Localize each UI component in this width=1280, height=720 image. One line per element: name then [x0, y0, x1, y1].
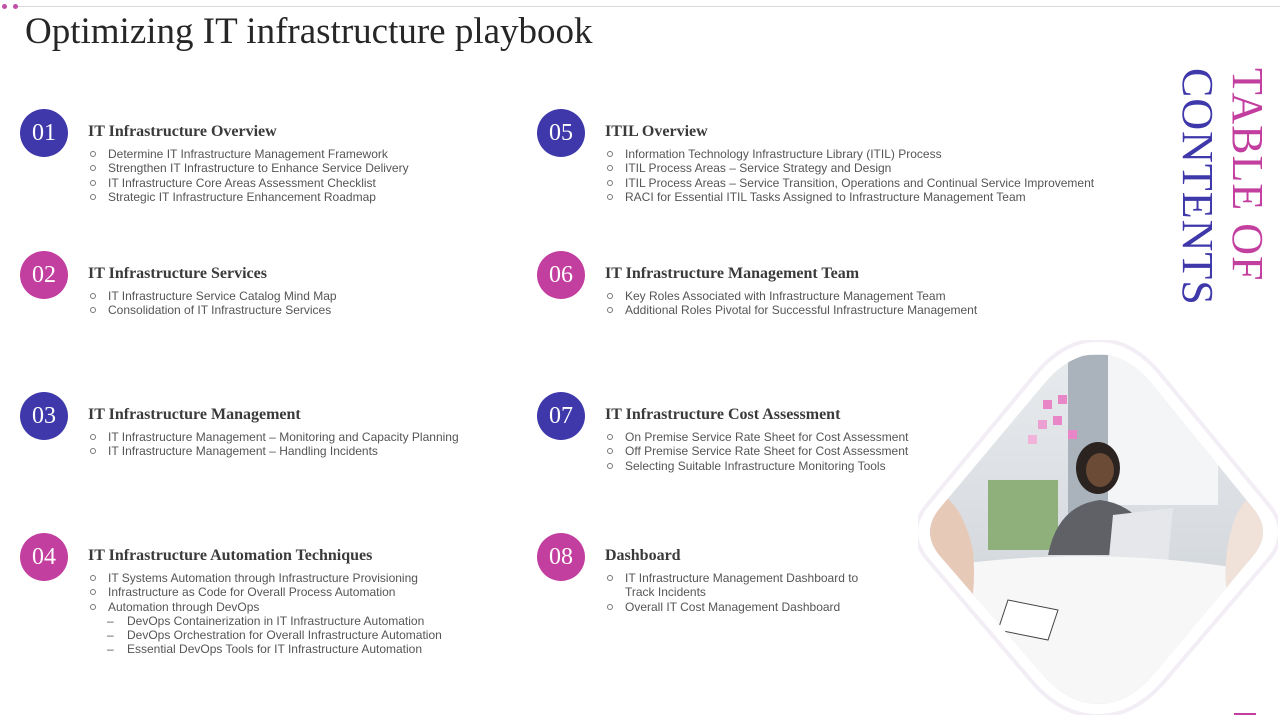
top-dot [13, 4, 18, 9]
section-title: IT Infrastructure Overview [88, 123, 277, 140]
section-title: IT Infrastructure Automation Techniques [88, 547, 373, 564]
list-item: On Premise Service Rate Sheet for Cost Assessment [606, 430, 908, 444]
list-item: ITIL Process Areas – Service Strategy and Design [606, 161, 1094, 175]
list-item: Determine IT Infrastructure Management Framework [89, 147, 409, 161]
list-item: ITIL Process Areas – Service Transition, Operations and Continual Service Improvement [606, 176, 1094, 190]
list-item: Track Incidents [625, 585, 706, 600]
list-item: IT Infrastructure Core Areas Assessment Checklist [89, 176, 409, 190]
list-item: IT Infrastructure Management Dashboard to [606, 571, 858, 585]
section-item-list [606, 430, 908, 473]
section-number-badge: 06 [537, 251, 585, 299]
section-item-list [606, 147, 1094, 204]
list-item: Selecting Suitable Infrastructure Monitoring Tools [606, 459, 908, 473]
list-item: IT Infrastructure Management – Handling Incidents [89, 444, 459, 458]
list-item: Automation through DevOps [89, 600, 442, 614]
section-title: ITIL Overview [605, 123, 708, 140]
section-item-list [89, 430, 459, 459]
section-title: IT Infrastructure Cost Assessment [605, 406, 841, 423]
list-item: IT Infrastructure Management – Monitoring and Capacity Planning [89, 430, 459, 444]
section-title: IT Infrastructure Management Team [605, 265, 860, 282]
section-number-badge: 04 [20, 533, 68, 581]
section-number-badge: 02 [20, 251, 68, 299]
section-item-list [606, 571, 858, 614]
list-item: Off Premise Service Rate Sheet for Cost Assessment [606, 444, 908, 458]
page-title: Optimizing IT infrastructure playbook [25, 11, 593, 52]
sub-list-item: – Essential DevOps Tools for IT Infrastructure Automation [89, 642, 442, 656]
list-item: Additional Roles Pivotal for Successful Infrastructure Management [606, 303, 977, 317]
section-title: IT Infrastructure Services [88, 265, 267, 282]
list-item: Consolidation of IT Infrastructure Services [89, 303, 337, 317]
list-item: IT Infrastructure Service Catalog Mind Map [89, 289, 337, 303]
section-item-list [89, 147, 409, 204]
table-of-contents-label [1172, 68, 1272, 306]
toc-label-part1: TABLE OF [1223, 68, 1272, 282]
meeting-photo [918, 340, 1278, 715]
section-item-list [89, 289, 337, 318]
section-number-badge: 01 [20, 109, 68, 157]
section-number-badge: 03 [20, 392, 68, 440]
top-dot [2, 4, 7, 9]
top-divider [14, 6, 1280, 7]
list-item: RACI for Essential ITIL Tasks Assigned to Infrastructure Management Team [606, 190, 1094, 204]
sub-list-item: – DevOps Containerization in IT Infrastructure Automation [89, 614, 442, 628]
list-item: Strategic IT Infrastructure Enhancement Roadmap [89, 190, 409, 204]
list-item: Infrastructure as Code for Overall Process Automation [89, 585, 442, 599]
list-item: Information Technology Infrastructure Library (ITIL) Process [606, 147, 1094, 161]
section-number-badge: 07 [537, 392, 585, 440]
section-item-list [606, 289, 977, 318]
toc-label-part2: CONTENTS [1173, 68, 1222, 306]
section-title: IT Infrastructure Management [88, 406, 301, 423]
list-item: Strengthen IT Infrastructure to Enhance Service Delivery [89, 161, 409, 175]
section-number-badge: 05 [537, 109, 585, 157]
list-item: Overall IT Cost Management Dashboard [606, 600, 858, 614]
section-item-list [89, 571, 442, 657]
section-title: Dashboard [605, 547, 681, 564]
section-number-badge: 08 [537, 533, 585, 581]
list-item: IT Systems Automation through Infrastructure Provisioning [89, 571, 442, 585]
list-item: Key Roles Associated with Infrastructure Management Team [606, 289, 977, 303]
bottom-accent-line [1234, 713, 1256, 715]
sub-list-item: – DevOps Orchestration for Overall Infrastructure Automation [89, 628, 442, 642]
